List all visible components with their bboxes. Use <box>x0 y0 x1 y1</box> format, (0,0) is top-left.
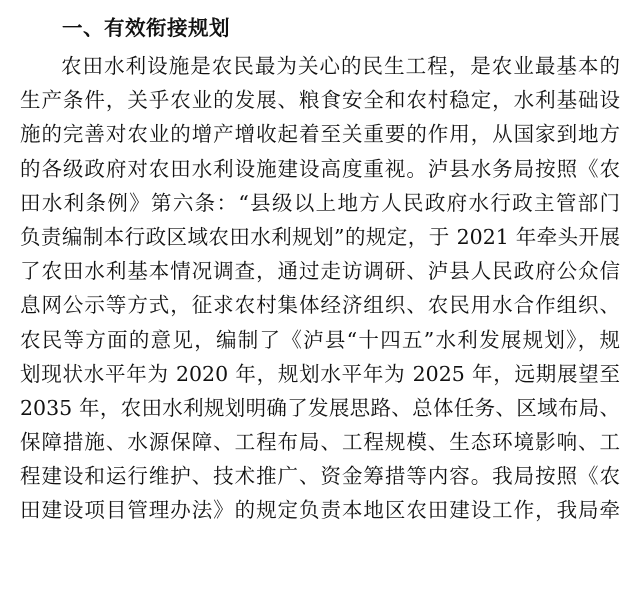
paragraph-line: 田建设项目管理办法》的规定负责本地区农田建设工作，我局牵 <box>20 498 620 523</box>
body-paragraph <box>20 49 620 528</box>
paragraph-line: 保障措施、水源保障、工程布局、工程规模、生态环境影响、工 <box>20 430 620 455</box>
paragraph-line: 划现状水平年为 2020 年，规划水平年为 2025 年，远期展望至 <box>20 361 620 386</box>
paragraph-line: 生产条件，关乎农业的发展、粮食安全和农村稳定，水利基础设 <box>20 88 620 113</box>
paragraph-line: 2035 年，农田水利规划明确了发展思路、总体任务、区域布局、 <box>20 395 620 420</box>
paragraph-line: 程建设和运行维护、技术推广、资金筹措等内容。我局按照《农 <box>20 464 620 489</box>
paragraph-line: 负责编制本行政区域农田水利规划”的规定，于 2021 年牵头开展 <box>20 224 620 249</box>
paragraph-line: 田水利条例》第六条：“县级以上地方人民政府水行政主管部门 <box>20 190 620 215</box>
paragraph-line: 息网公示等方式，征求农村集体经济组织、农民用水合作组织、 <box>20 293 620 318</box>
paragraph-line: 了农田水利基本情况调查，通过走访调研、泸县人民政府公众信 <box>20 259 620 284</box>
paragraph-line: 施的完善对农业的增产增收起着至关重要的作用，从国家到地方 <box>20 122 620 147</box>
paragraph-line: 的各级政府对农田水利设施建设高度重视。泸县水务局按照《农 <box>20 156 620 181</box>
section-heading: 一、有效衔接规划 <box>62 16 230 40</box>
paragraph-line: 农田水利设施是农民最为关心的民生工程，是农业最基本的 <box>61 54 620 78</box>
paragraph-line: 农民等方面的意见，编制了《泸县“十四五”水利发展规划》，规 <box>20 327 620 352</box>
